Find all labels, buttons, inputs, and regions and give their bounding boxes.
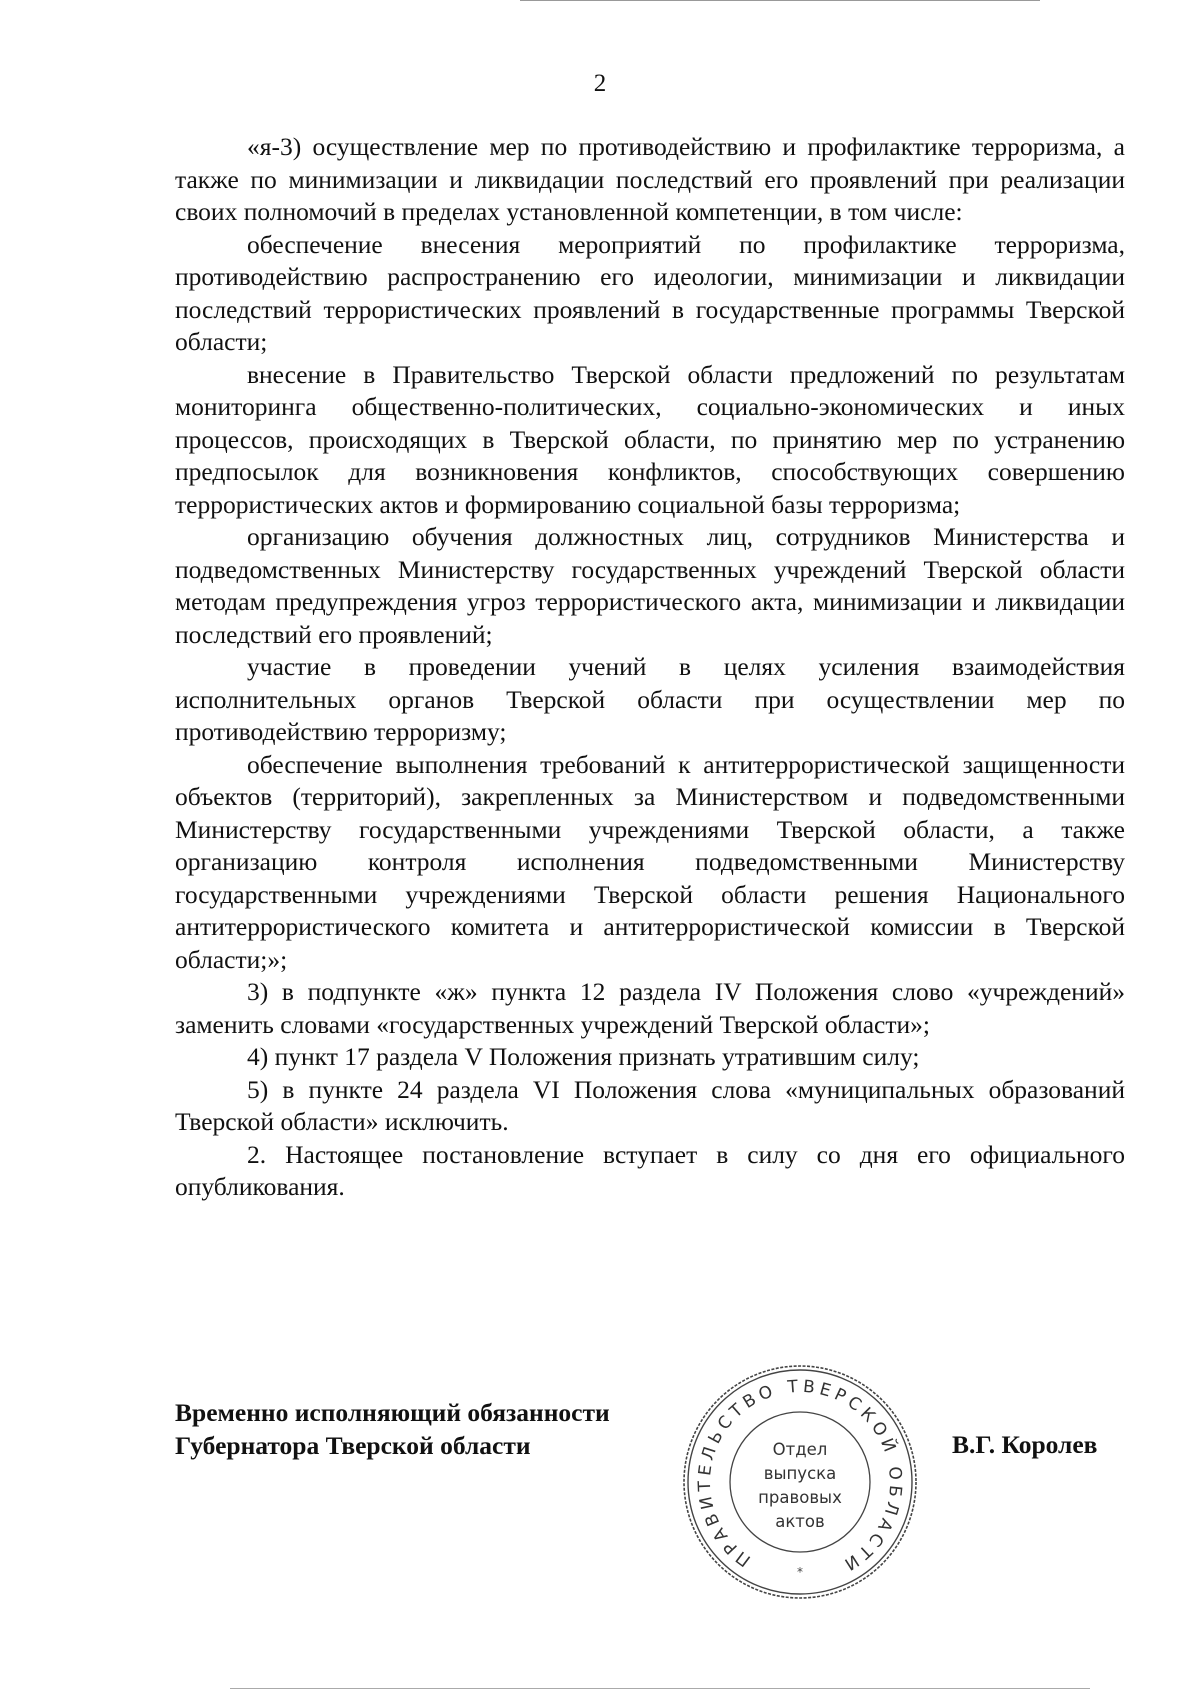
- signature-title: [175, 1396, 610, 1462]
- stamp-star-icon: *: [797, 1565, 803, 1579]
- paragraph-exercises: участие в проведении учений в целях усиления взаимодействия исполнительных органов Тверской области при осуществлении мер по противодействию терроризму;: [175, 652, 1125, 746]
- official-stamp: [680, 1362, 920, 1602]
- paragraph-programs: обеспечение внесения мероприятий по профилактике терроризма, противодействию распространению его идеологии, минимизации и ликвидации последствий террористических проявлений в государственные программы Тверской области;: [175, 229, 1125, 356]
- scan-edge-top: [520, 0, 1040, 1]
- paragraph-item-3: 3) в подпункте «ж» пункта 12 раздела IV Положения слово «учреждений» заменить словами «государственных учреждений Тверской области»;: [175, 977, 1125, 1039]
- stamp-center-line-3: правовых: [758, 1488, 842, 1507]
- paragraph-proposals: внесение в Правительство Тверской области предложений по результатам мониторинга общественно-политических, социально-экономических и иных процессов, происходящих в Тверской области, по принятию мер по устранению предпосылок для возникновения конфликтов, способствующих совершению террористических актов и формированию социальной базы терроризма;: [175, 359, 1125, 519]
- document-body: [175, 131, 1125, 1204]
- stamp-graphic: [680, 1362, 920, 1602]
- paragraph-item-5: 5) в пункте 24 раздела VI Положения слова «муниципальных образований Тверской области» исключить.: [175, 1074, 1125, 1136]
- paragraph-training: организацию обучения должностных лиц, сотрудников Министерства и подведомственных Министерству государственных учреждений Тверской области методам предупреждения угроз террористического акта, минимизации и ликвидации последствий его проявлений;: [175, 522, 1125, 649]
- paragraph-ya3: «я-3) осуществление мер по противодействию и профилактике терроризма, а также по минимизации и ликвидации последствий его проявлений при реализации своих полномочий в пределах установленной компетенции, в том числе:: [175, 132, 1125, 226]
- paragraph-item-4: 4) пункт 17 раздела V Положения признать утратившим силу;: [247, 1042, 920, 1071]
- stamp-center-line-2: выпуска: [763, 1464, 837, 1483]
- paragraph-security: обеспечение выполнения требований к антитеррористической защищенности объектов (территорий), закрепленных за Министерством и подведомственными Министерству государственными учреждениями Тверской области, а также организацию контроля исполнения подведомственными Министерству государственными учреждениями Тверской области решения Национального антитеррористического комитета и антитеррористической комиссии в Тверской области;»;: [175, 749, 1125, 974]
- signature-title-line-2: Губернатора Тверской области: [175, 1431, 531, 1460]
- paragraph-effective-date: 2. Настоящее постановление вступает в силу со дня его официального опубликования.: [175, 1139, 1125, 1201]
- page-number: 2: [593, 70, 607, 97]
- stamp-center-line-1: Отдел: [772, 1440, 828, 1459]
- scan-edge-bottom: [230, 1688, 1090, 1689]
- stamp-center-line-4: актов: [775, 1512, 825, 1531]
- signature-title-line-1: Временно исполняющий обязанности: [175, 1398, 610, 1427]
- stamp-ring-text: ПРАВИТЕЛЬСТВО ТВЕРСКОЙ ОБЛАСТИ: [694, 1376, 906, 1575]
- signatory-name: В.Г. Королев: [952, 1430, 1098, 1459]
